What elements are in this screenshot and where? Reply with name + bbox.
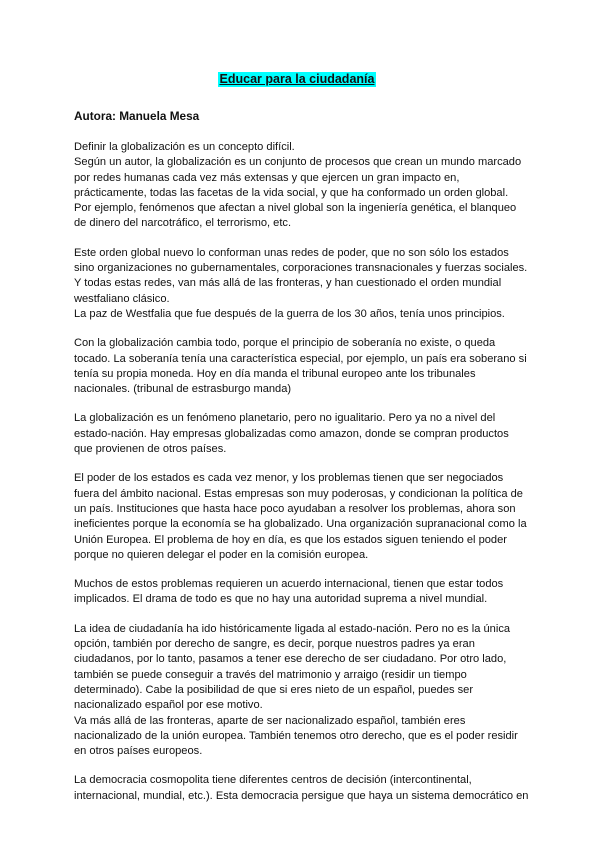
text-line: ciudadanos, por lo tanto, pasamos a tener ese derecho de ser ciudadano. Por otro lado,	[74, 653, 507, 666]
text-line: Con la globalización cambia todo, porque el principio de soberanía no existe, o queda	[74, 337, 496, 350]
text-line: implicados. El drama de todo es que no hay una autoridad suprema a nivel mundial.	[74, 593, 488, 606]
text-line: Muchos de estos problemas requieren un acuerdo internacional, tienen que estar todos	[74, 578, 504, 591]
text-line: Unión Europea. El problema de hoy en día, es que los estados siguen teniendo el poder	[74, 533, 507, 546]
paragraph	[74, 411, 520, 457]
text-line: que provienen de otros países.	[74, 443, 227, 456]
text-line: Y todas estas redes, van más allá de las fronteras, y han cuestionado el orden mundial	[74, 277, 502, 290]
text-line: determinado). Cabe la posibilidad de que si eres nieto de un español, puedes ser	[74, 683, 474, 696]
text-line: prácticamente, todas las facetas de la vida social, y que ha conformado un orden global.	[74, 186, 509, 199]
text-line: nacionalizado español por ese motivo.	[74, 699, 263, 712]
text-line: internacional, mundial, etc.). Esta democracia persigue que haya un sistema democrático en	[74, 789, 529, 802]
text-line: en otros países europeos.	[74, 745, 203, 758]
text-line: Va más allá de las fronteras, aparte de ser nacionalizado español, también eres	[74, 714, 466, 727]
text-line: un país. Instituciones que hasta hace poco ayudaban a resolver los problemas, ahora son	[74, 502, 516, 515]
text-line: El poder de los estados es cada vez menor, y los problemas tienen que ser negociados	[74, 472, 504, 485]
document-body	[74, 140, 529, 804]
text-line: por redes humanas cada vez más extensas y que ejercen un gran impacto en,	[74, 171, 460, 184]
text-line: nacionales. (tribunal de estrasburgo manda)	[74, 383, 292, 396]
text-line: también se puede conseguir a través del matrimonio y arraigo (residir un tiempo	[74, 668, 467, 681]
text-line: Según un autor, la globalización es un conjunto de procesos que crean un mundo marcado	[74, 156, 522, 169]
text-line: Definir la globalización es un concepto difícil.	[74, 141, 295, 153]
paragraph	[74, 140, 520, 232]
text-line: Por ejemplo, fenómenos que afectan a nivel global son la ingeniería genética, el blanqueo	[74, 202, 517, 215]
text-line: nacionalizado de la unión europea. También tenemos otro derecho, que es el poder residir	[74, 729, 518, 742]
text-line: sino organizaciones no gubernamentales, corporaciones transnacionales y fuerzas sociales.	[74, 262, 528, 275]
paragraph	[74, 246, 528, 322]
text-line: estado-nación. Hay empresas globalizadas como amazon, donde se compran productos	[74, 427, 509, 440]
text-line: La globalización es un fenómeno planetario, pero no igualitario. Pero ya no a nivel del	[74, 412, 496, 425]
paragraph	[74, 622, 520, 760]
paragraph	[74, 471, 527, 563]
text-line: ineficientes porque la economía se ha globalizado. Una organización supranacional como la	[74, 518, 527, 531]
text-line: La democracia cosmopolita tiene diferentes centros de decisión (intercontinental,	[74, 774, 472, 787]
text-line: fuera del ámbito nacional. Estas empresas son muy poderosas, y condicionan la política de	[74, 487, 523, 500]
text-line: westfaliano clásico.	[74, 292, 170, 305]
text-line: de dinero del narcotráfico, el terrorismo, etc.	[74, 217, 292, 230]
text-line: La paz de Westfalia que fue después de la guerra de los 30 años, tenía unos principios.	[74, 307, 505, 320]
text-line: Este orden global nuevo lo conforman unas redes de poder, que no son sólo los estados	[74, 246, 509, 259]
paragraph	[74, 773, 529, 804]
document-title: Educar para la ciudadanía	[219, 72, 375, 86]
document-author: Autora: Manuela Mesa	[74, 109, 200, 123]
text-line: porque no quieren delegar el poder en la comisión europea.	[74, 548, 369, 561]
text-line: opción, también por derecho de sangre, es decir, porque nuestros padres ya eran	[74, 638, 475, 651]
text-line: tenía su propia moneda. Hoy en día manda el tribunal europeo ante los tribunales	[74, 367, 476, 380]
text-line: tocado. La soberanía tenía una característica especial, por ejemplo, un país era soberano si	[74, 352, 527, 365]
title-wrapper	[74, 70, 520, 88]
paragraph	[74, 336, 527, 397]
text-line: La idea de ciudadanía ha ido históricamente ligada al estado-nación. Pero no es la única	[74, 622, 511, 635]
paragraph	[74, 577, 520, 608]
